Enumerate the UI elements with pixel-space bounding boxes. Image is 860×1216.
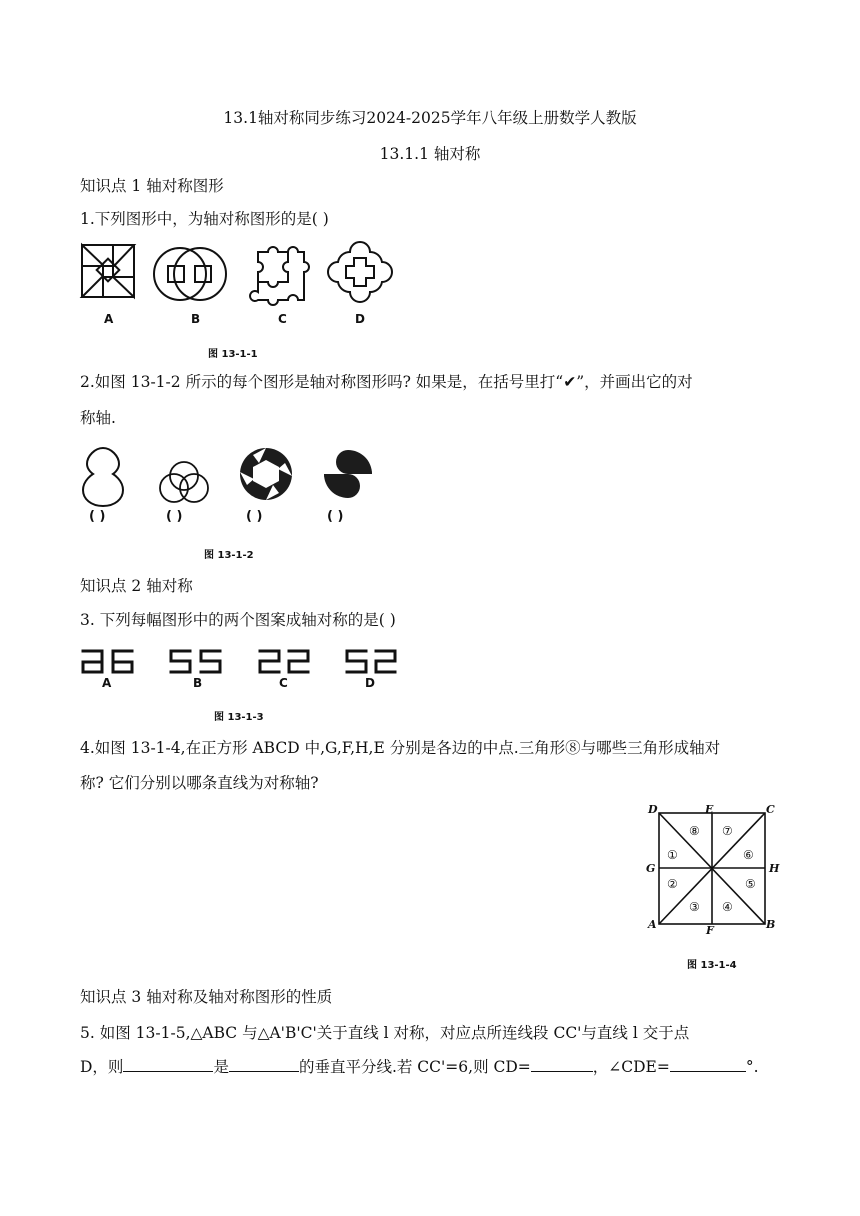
section-heading-1: 知识点 1 轴对称图形 <box>80 177 224 195</box>
answer-blank-cd[interactable] <box>531 1056 593 1072</box>
page-title: 13.1轴对称同步练习2024-2025学年八年级上册数学人教版 <box>223 109 637 127</box>
question-5-part-end: °. <box>745 1058 759 1076</box>
section-heading-3: 知识点 3 轴对称及轴对称图形的性质 <box>80 988 333 1006</box>
figure-1-option-d-shape <box>328 242 392 302</box>
figure-4-label-f: F <box>706 924 714 937</box>
question-5-part-shi: 是 <box>213 1058 229 1076</box>
figure-2-answer-paren-1[interactable]: ( ) <box>89 509 106 524</box>
question-5-part-mid: 的垂直平分线.若 CC'=6,则 CD= <box>298 1058 531 1076</box>
figure-4-caption: 图 13-1-4 <box>687 960 737 971</box>
figure-4-label-d: D <box>648 803 658 816</box>
figure-1-option-a-shape <box>82 245 134 297</box>
figure-4-label-h: H <box>769 862 780 875</box>
question-5-text-line1: 5. 如图 13-1-5,△ABC 与△A'B'C'关于直线 l 对称，对应点所连线段 CC'与直线 l 交于点 <box>80 1024 690 1042</box>
figure-3-caption: 图 13-1-3 <box>214 712 264 723</box>
answer-blank-cde[interactable] <box>670 1056 746 1072</box>
figure-3-option-c-shape <box>260 651 308 672</box>
figure-3-option-d-label: D <box>365 676 375 690</box>
figure-1-option-d-label: D <box>355 312 365 326</box>
figure-2-shape-4 <box>324 450 372 498</box>
figure-4-label-e: E <box>705 803 714 816</box>
figure-4-region-8: ⑧ <box>689 824 700 838</box>
figure-3-option-a-label: A <box>102 676 112 690</box>
question-5-part-comma: ，∠CDE= <box>592 1058 670 1076</box>
figure-1-caption: 图 13-1-1 <box>208 349 258 360</box>
question-4-text-line1: 4.如图 13-1-4,在正方形 ABCD 中,G,F,H,E 分别是各边的中点.三角形⑧与哪些三角形成轴对 <box>80 739 721 757</box>
figure-4-region-2: ② <box>667 877 678 891</box>
figure-4-label-c: C <box>766 803 775 816</box>
figure-2-caption: 图 13-1-2 <box>204 550 254 561</box>
figure-4-region-4: ④ <box>722 900 733 914</box>
figure-2-shape-3 <box>240 448 292 500</box>
section-heading-2: 知识点 2 轴对称 <box>80 577 193 595</box>
figure-2-answer-paren-2[interactable]: ( ) <box>166 509 183 524</box>
page-subtitle: 13.1.1 轴对称 <box>379 145 481 163</box>
question-5-part-d: D，则 <box>80 1058 124 1076</box>
question-3-text: 3. 下列每幅图形中的两个图案成轴对称的是( ) <box>80 611 396 629</box>
figure-2-answer-paren-3[interactable]: ( ) <box>246 509 263 524</box>
figure-4-region-6: ⑥ <box>743 848 754 862</box>
figure-2-answer-paren-4[interactable]: ( ) <box>327 509 344 524</box>
figure-4-label-a: A <box>648 918 657 931</box>
figure-4-region-7: ⑦ <box>722 824 733 838</box>
figure-3-option-d-shape <box>347 651 395 672</box>
figure-3-option-b-shape <box>171 651 220 672</box>
figure-4-label-g: G <box>646 862 656 875</box>
figure-2-shape-1 <box>83 448 123 506</box>
question-4-text-line2: 称? 它们分别以哪条直线为对称轴? <box>80 774 319 792</box>
figure-4-region-5: ⑤ <box>745 877 756 891</box>
answer-blank-line[interactable] <box>123 1056 213 1072</box>
figure-1-option-b-label: B <box>191 312 201 326</box>
figure-3-option-c-label: C <box>279 676 288 690</box>
figure-3-option-b-label: B <box>193 676 203 690</box>
question-1-text: 1.下列图形中，为轴对称图形的是( ) <box>80 210 329 228</box>
figure-4-region-3: ③ <box>689 900 700 914</box>
figure-4-region-1: ① <box>667 848 678 862</box>
figure-3-option-a-shape <box>83 651 132 672</box>
figure-1-option-a-label: A <box>104 312 114 326</box>
question-5-text-line2 <box>80 1055 759 1077</box>
answer-blank-segment[interactable] <box>229 1056 299 1072</box>
question-2-text-line1: 2.如图 13-1-2 所示的每个图形是轴对称图形吗? 如果是，在括号里打“✔”，并画出它的对 <box>80 373 693 391</box>
figure-1-option-c-shape <box>250 247 309 305</box>
figure-2-shape-2 <box>160 462 208 502</box>
figure-1-option-c-label: C <box>278 312 287 326</box>
question-2-text-line2: 称轴. <box>80 409 116 427</box>
figure-4-label-b: B <box>766 918 776 931</box>
figure-1-option-b-shape <box>154 248 226 300</box>
